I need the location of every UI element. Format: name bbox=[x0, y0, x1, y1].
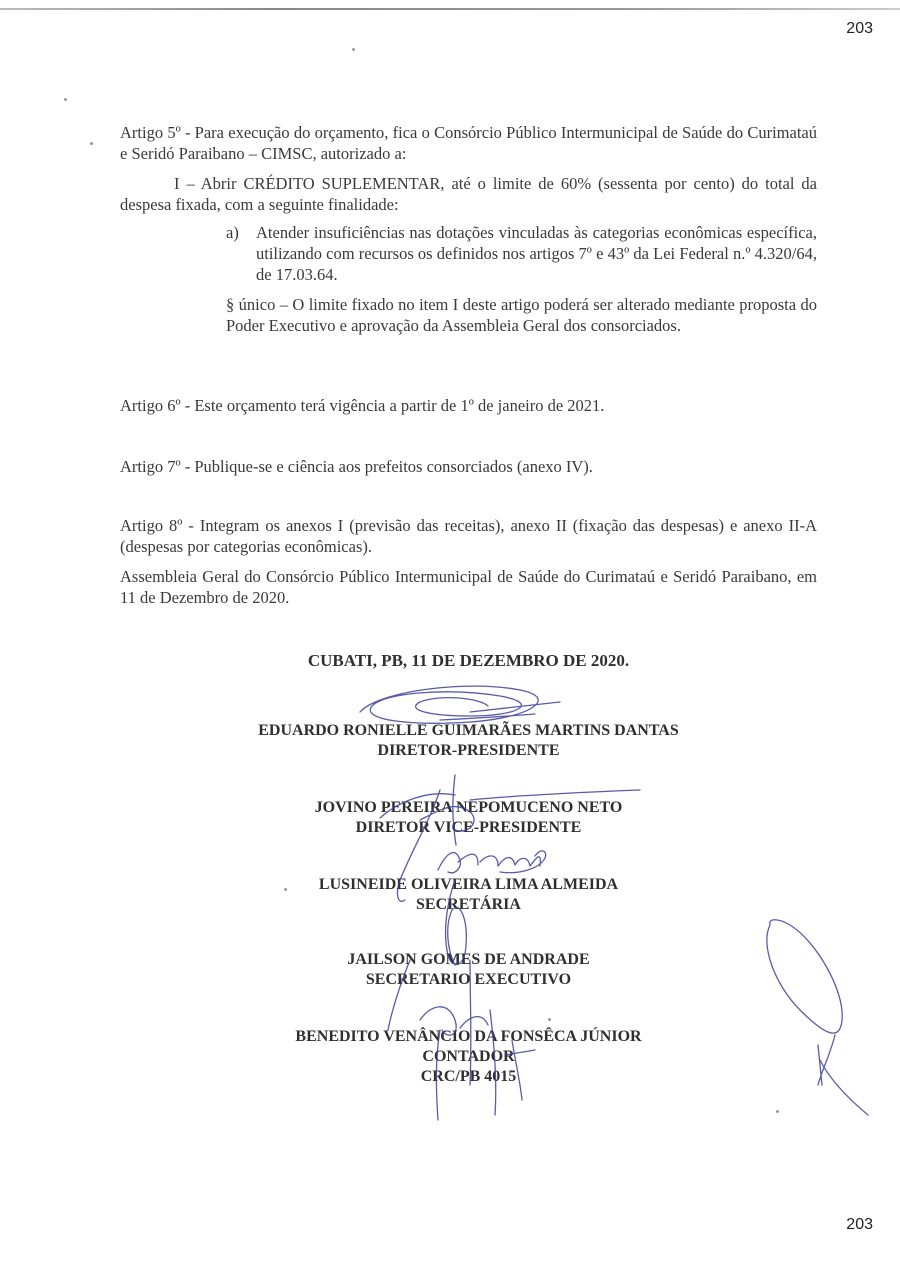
scan-speck bbox=[90, 142, 93, 145]
signature-secretary bbox=[438, 851, 546, 873]
page-top-edge bbox=[0, 8, 900, 10]
signatory-name: EDUARDO RONIELLE GUIMARÃES MARTINS DANTAS bbox=[258, 722, 679, 739]
signatory-role: SECRETÁRIA bbox=[416, 896, 521, 913]
paragrafo-unico: § único – O limite fixado no item I deste artigo poderá ser alterado mediante proposta do Poder Executivo e aprovação da Assembleia Geral dos consorciados. bbox=[226, 295, 817, 335]
artigo-7: Artigo 7º - Publique-se e ciência aos prefeitos consorciados (anexo IV). bbox=[120, 457, 593, 476]
item-a bbox=[226, 222, 817, 285]
signatory-role: CONTADOR bbox=[422, 1048, 515, 1065]
item-a-marker: a) bbox=[226, 223, 239, 242]
signatory-block bbox=[120, 798, 817, 838]
signatory-role: SECRETARIO EXECUTIVO bbox=[365, 971, 572, 988]
artigo-5: Artigo 5º - Para execução do orçamento, fica o Consórcio Público Intermunicipal de Saúde do Curimataú e Seridó Paraibano – CIMSC, autorizado a: bbox=[120, 123, 817, 163]
signatory-block bbox=[120, 721, 817, 761]
signature-president bbox=[360, 686, 560, 723]
artigo-8: Artigo 8º - Integram os anexos I (previsão das receitas), anexo II (fixação das despesas) e anexo II-A (despesas por categorias econômicas). bbox=[120, 516, 817, 556]
signatory-block bbox=[120, 950, 817, 990]
scan-speck bbox=[548, 1018, 551, 1021]
scan-speck bbox=[284, 888, 287, 891]
scan-speck bbox=[776, 1110, 779, 1113]
signatory-name: JOVINO PEREIRA NEPOMUCENO NETO bbox=[314, 799, 623, 816]
signatory-role: DIRETOR VICE-PRESIDENTE bbox=[355, 819, 582, 836]
page-number-bottom: 203 bbox=[846, 1216, 873, 1233]
item-i: I – Abrir CRÉDITO SUPLEMENTAR, até o limite de 60% (sessenta por cento) do total da despesa fixada, com a seguinte finalidade: bbox=[120, 174, 817, 214]
signatory-role: DIRETOR-PRESIDENTE bbox=[377, 742, 560, 759]
signatory-name: BENEDITO VENÂNCIO DA FONSÊCA JÚNIOR bbox=[295, 1028, 642, 1045]
scan-speck bbox=[352, 48, 355, 51]
city-date: CUBATI, PB, 11 DE DEZEMBRO DE 2020. bbox=[307, 651, 630, 670]
signatory-block bbox=[120, 1027, 817, 1087]
artigo-6: Artigo 6º - Este orçamento terá vigência a partir de 1º de janeiro de 2021. bbox=[120, 396, 605, 415]
item-a-text: Atender insuficiências nas dotações vinculadas às categorias econômicas específica, utilizando com recursos os definidos nos artigos 7º e 43º da Lei Federal n.º 4.320/64, de 17.03.64. bbox=[256, 223, 817, 284]
signatory-block bbox=[120, 875, 817, 915]
page-number-top: 203 bbox=[846, 20, 873, 37]
signatory-name: LUSINEIDE OLIVEIRA LIMA ALMEIDA bbox=[318, 876, 619, 893]
assembleia-paragraph: Assembleia Geral do Consórcio Público Intermunicipal de Saúde do Curimataú e Seridó Paraibano, em 11 de Dezembro de 2020. bbox=[120, 567, 817, 607]
scan-speck bbox=[64, 98, 67, 101]
signatory-name: JAILSON GOMES DE ANDRADE bbox=[347, 951, 590, 968]
signatory-registration: CRC/PB 4015 bbox=[420, 1068, 517, 1085]
